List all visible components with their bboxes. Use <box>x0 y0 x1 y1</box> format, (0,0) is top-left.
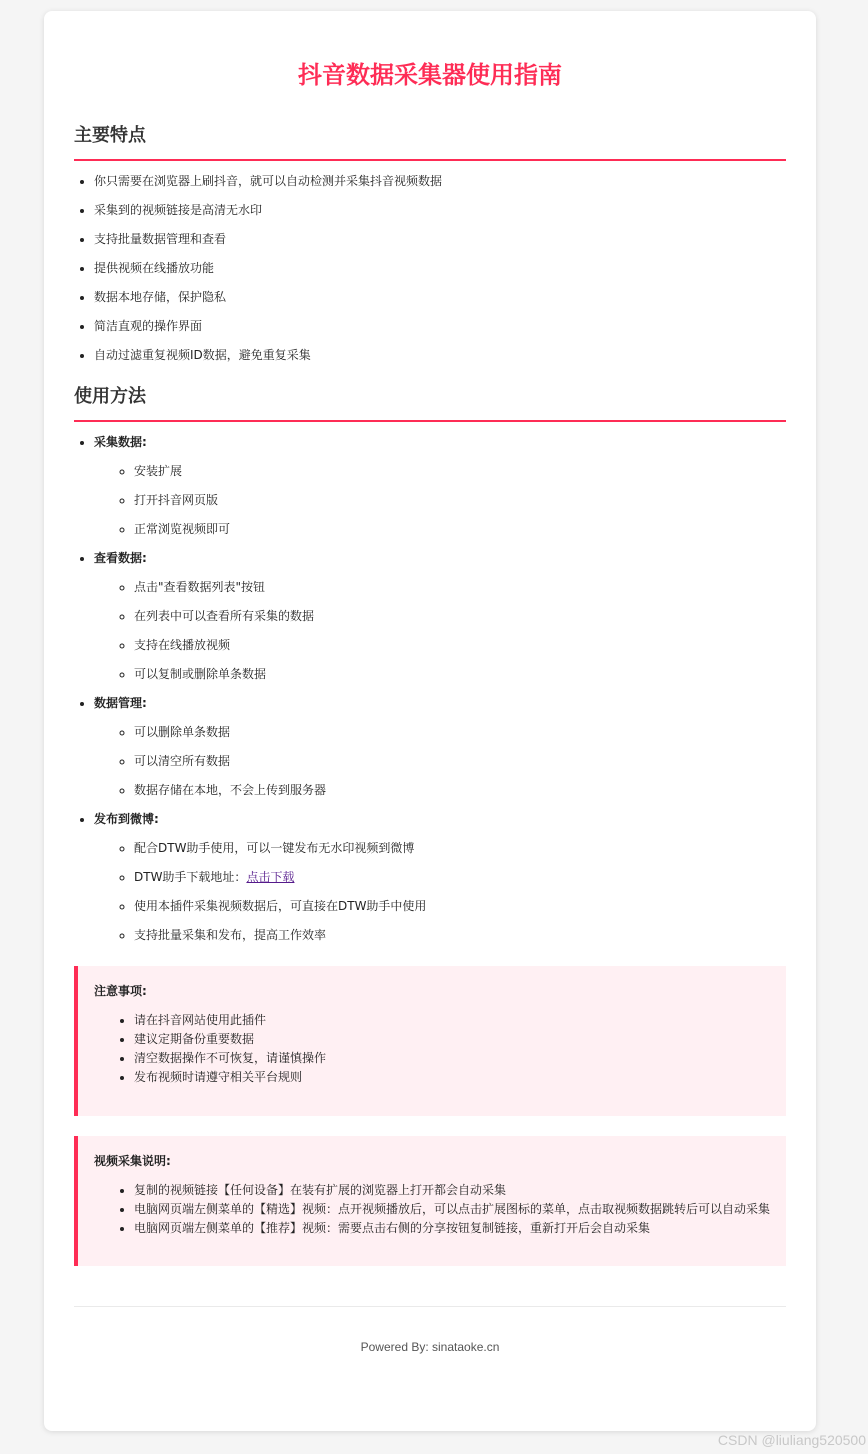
list-item: • 数据本地存储，保护隐私 <box>94 289 786 306</box>
usage-sub-list <box>94 579 786 683</box>
list-item: • 建议定期备份重要数据 <box>134 1030 770 1049</box>
list-item: • 发布视频时请遵守相关平台规则 <box>134 1068 770 1087</box>
list-item: • 简洁直观的操作界面 <box>94 318 786 335</box>
guide-card <box>44 11 816 1431</box>
video-notes-box <box>74 1136 786 1266</box>
list-item: ◦ 安装扩展 <box>134 463 786 480</box>
list-item <box>134 869 786 886</box>
download-label: DTW助手下载地址： <box>134 870 247 884</box>
usage-group-title: 采集数据: <box>94 435 147 449</box>
list-item: • 清空数据操作不可恢复，请谨慎操作 <box>134 1049 770 1068</box>
notes-box <box>74 966 786 1116</box>
list-item: ◦ 可以复制或删除单条数据 <box>134 666 786 683</box>
list-item: • 你只需要在浏览器上刷抖音，就可以自动检测并采集抖音视频数据 <box>94 173 786 190</box>
list-item: ◦ 支持在线播放视频 <box>134 637 786 654</box>
usage-list <box>74 434 786 944</box>
list-item: • 提供视频在线播放功能 <box>94 260 786 277</box>
list-item: • 采集到的视频链接是高清无水印 <box>94 202 786 219</box>
video-notes-list <box>94 1181 770 1238</box>
powered-by-text: Powered By: sinataoke.cn <box>360 1340 500 1354</box>
usage-group-manage <box>94 695 786 799</box>
list-item: ◦ 打开抖音网页版 <box>134 492 786 509</box>
download-link[interactable]: 点击下载 <box>246 870 295 884</box>
usage-sub-list <box>94 463 786 538</box>
usage-group-weibo <box>94 811 786 944</box>
list-item: ◦ 可以清空所有数据 <box>134 753 786 770</box>
list-item: • 电脑网页端左侧菜单的【精选】视频：点开视频播放后，可以点击扩展图标的菜单，点击取视频数据跳转后可以自动采集 <box>134 1200 770 1219</box>
video-notes-title: 视频采集说明: <box>94 1154 171 1168</box>
list-item: ◦ 数据存储在本地，不会上传到服务器 <box>134 782 786 799</box>
watermark: CSDN @liuliang520500 <box>717 1432 866 1448</box>
list-item: • 支持批量数据管理和查看 <box>94 231 786 248</box>
list-item: • 电脑网页端左侧菜单的【推荐】视频：需要点击右侧的分享按钮复制链接，重新打开后会自动采集 <box>134 1219 770 1238</box>
usage-group-title: 数据管理: <box>94 696 147 710</box>
usage-sub-list <box>94 840 786 944</box>
usage-group-view <box>94 550 786 683</box>
page-title: 抖音数据采集器使用指南 <box>298 61 562 89</box>
footer <box>74 1306 786 1354</box>
notes-list <box>94 1011 770 1087</box>
list-item: ◦ 在列表中可以查看所有采集的数据 <box>134 608 786 625</box>
list-item: ◦ 正常浏览视频即可 <box>134 521 786 538</box>
usage-heading: 使用方法 <box>74 386 786 422</box>
list-item: ◦ 可以删除单条数据 <box>134 724 786 741</box>
list-item: ◦ 支持批量采集和发布，提高工作效率 <box>134 927 786 944</box>
features-heading: 主要特点 <box>74 125 786 161</box>
features-list <box>74 173 786 364</box>
usage-group-title: 发布到微博: <box>94 812 159 826</box>
list-item: • 自动过滤重复视频ID数据，避免重复采集 <box>94 347 786 364</box>
list-item: ◦ 配合DTW助手使用，可以一键发布无水印视频到微博 <box>134 840 786 857</box>
list-item: ◦ 使用本插件采集视频数据后，可直接在DTW助手中使用 <box>134 898 786 915</box>
list-item: • 复制的视频链接【任何设备】在装有扩展的浏览器上打开都会自动采集 <box>134 1181 770 1200</box>
notes-title: 注意事项: <box>94 984 147 998</box>
usage-sub-list <box>94 724 786 799</box>
usage-group-collect <box>94 434 786 538</box>
usage-group-title: 查看数据: <box>94 551 147 565</box>
list-item: ◦ 点击"查看数据列表"按钮 <box>134 579 786 596</box>
list-item: • 请在抖音网站使用此插件 <box>134 1011 770 1030</box>
